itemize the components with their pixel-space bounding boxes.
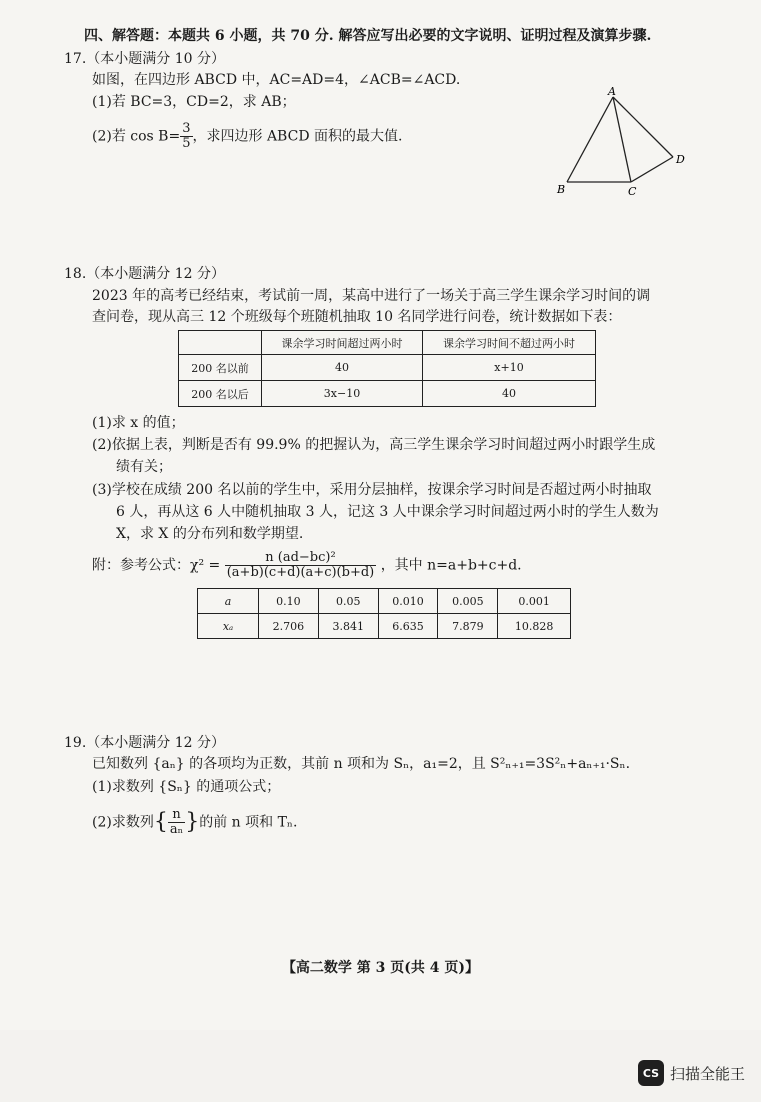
table-cell: 200 名以前 [179,355,262,381]
table-row [179,381,596,407]
label-d: D [676,153,685,166]
camscanner-logo-icon: CS [638,1060,664,1086]
q18-part3a: (3)学校在成绩 200 名以前的学生中，采用分层抽样，按课余学习时间是否超过两小时抽取 [92,482,652,498]
table-row [198,614,571,639]
table-cell: a [198,589,259,614]
table-cell: 3.841 [318,614,378,639]
edge-ab [567,97,613,182]
q18-part2b: 绩有关； [116,459,172,475]
q18-part2a: (2)依据上表，判断是否有 99.9% 的把握认为，高三学生课余学习时间超过两小时跟学生成 [92,437,656,453]
label-c: C [628,185,637,198]
q19-stem: 已知数列 {aₙ} 的各项均为正数，其前 n 项和为 Sₙ，a₁=2，且 S²ₙ₊₁=3S²ₙ+aₙ₊₁·Sₙ. [92,756,631,772]
table-cell: x+10 [423,355,596,381]
section-header: 四、解答题：本题共 6 小题，共 70 分. 解答应写出必要的文字说明、证明过程及演算步骤. [84,28,652,44]
q18-stem-1: 2023 年的高考已经结束，考试前一周，某高中进行了一场关于高三学生课余学习时间的调 [92,288,651,304]
table-cell: 10.828 [498,614,571,639]
q17-part2: (2)若 cos B= $\frac{3}{5}$ ，求四边形 ABCD 面积的最大值. [92,121,403,151]
table-cell: 0.05 [318,589,378,614]
edge-cd [631,157,673,182]
q17-stem: 如图，在四边形 ABCD 中，AC=AD=4，∠ACB=∠ACD. [92,72,461,88]
q17-part1: (1)若 BC=3，CD=2，求 AB； [92,94,296,110]
table-cell: 6.635 [378,614,438,639]
table-cell: 2.706 [259,614,319,639]
table-cell: 0.010 [378,589,438,614]
label-b: B [557,183,566,196]
fraction-cosb: $\frac{3}{5}$ [182,121,191,151]
edge-ad [613,97,673,157]
table-row [179,355,596,381]
q19-title: 19.（本小题满分 12 分） [64,735,225,751]
table-cell: 40 [423,381,596,407]
chi-square-fraction: $\frac{\text{n (ad−bc)²}}{(a+b)(c+d)(a+c)(b+d)}$ [226,550,375,580]
q19-part1: (1)求数列 {Sₙ} 的通项公式； [92,779,281,795]
q19-part2: (2)求数列{ $\frac{n}{\text{aₙ}}$ }的前 n 项和 Tₙ. [92,807,298,837]
quadrilateral-figure [555,85,695,200]
table-cell: 40 [262,355,423,381]
table-cell: 200 名以后 [179,381,262,407]
brand-name: 扫描全能王 [669,1064,745,1083]
q17-title: 17.（本小题满分 10 分） [64,51,225,67]
table-cell: 7.879 [438,614,498,639]
table-cell: 0.001 [498,589,571,614]
q18-stem-2: 查问卷，现从高三 12 个班级每个班随机抽取 10 名同学进行问卷，统计数据如下表： [92,309,622,325]
q18-part3b: 6 人，再从这 6 人中随机抽取 3 人，记这 3 人中课余学习时间超过两小时的学生人数为 [116,504,659,520]
table-cell: 0.10 [259,589,319,614]
table-cell: 0.005 [438,589,498,614]
edge-ac [613,97,631,182]
table-cell: 3x−10 [262,381,423,407]
page-footer: 【高二数学 第 3 页(共 4 页)】 [281,960,480,976]
survey-header-over: 课余学习时间超过两小时 [262,331,423,355]
survey-header-under: 课余学习时间不超过两小时 [423,331,596,355]
fraction-n-over-an: $\frac{n}{\text{aₙ}}$ [169,807,184,837]
critical-value-table [197,588,571,639]
survey-header-empty [179,331,262,355]
table-cell: xₐ [198,614,259,639]
label-a: A [608,85,616,98]
survey-table [178,330,596,407]
q18-title: 18.（本小题满分 12 分） [64,266,225,282]
scanner-watermark [638,1060,745,1086]
q18-part3c: X，求 X 的分布列和数学期望. [116,526,304,542]
q18-part1: (1)求 x 的值； [92,415,185,431]
q18-formula: 附：参考公式：χ² = $\frac{\text{n (ad−bc)²}}{(a+b)(c+d)(a+c)(b+d)}$ ，其中 n=a+b+c+d. [92,550,522,580]
table-row [198,589,571,614]
